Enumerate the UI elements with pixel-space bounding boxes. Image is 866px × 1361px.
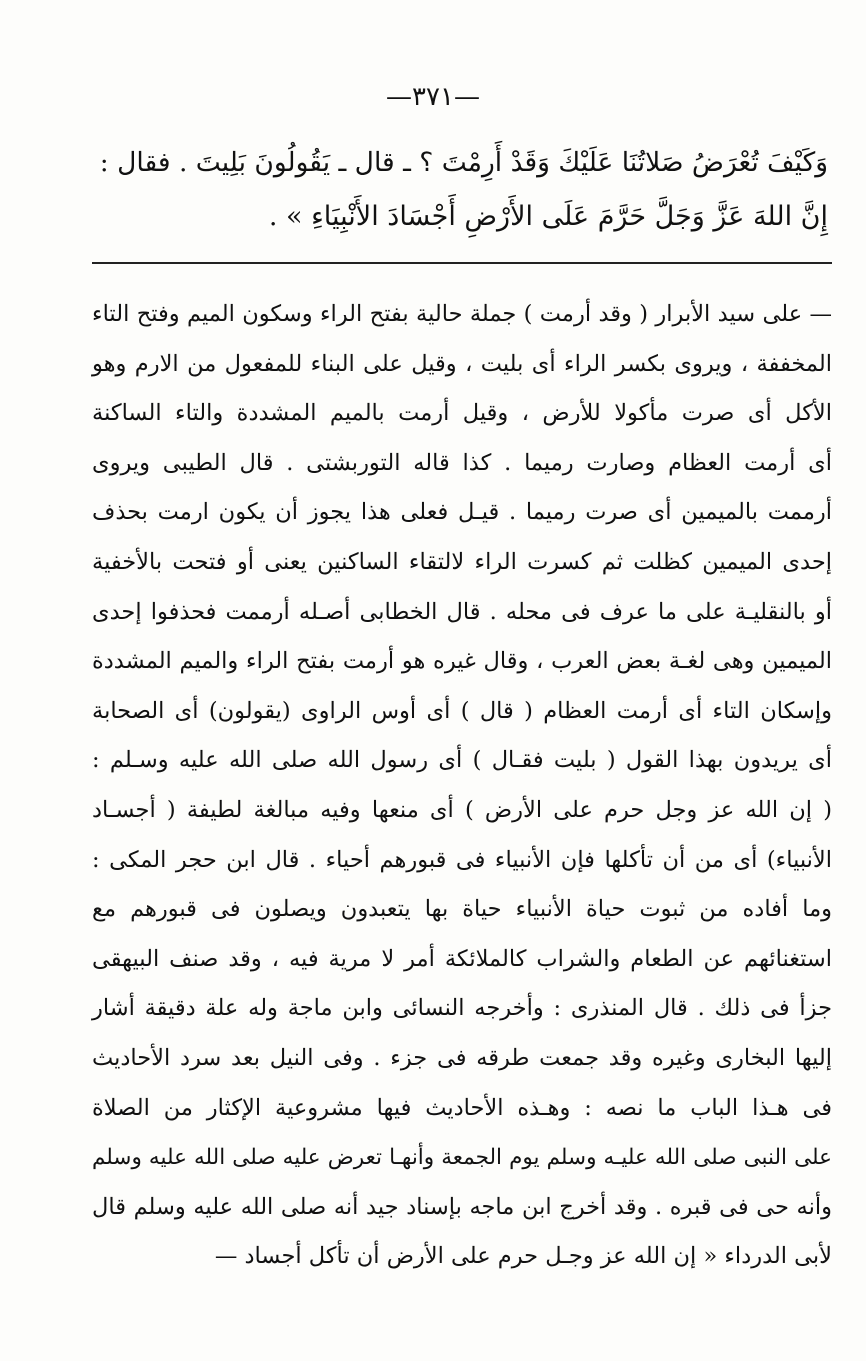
commentary-line: أرممت بالميمين أى صرت رميما . قيـل فعلى هذا يجوز أن يكون ارمت بحذف xyxy=(92,499,832,526)
hadith-line: إِنَّ اللهَ عَزَّ وَجَلَّ حَرَّمَ عَلَى الأَرْضِ أَجْسَادَ الأَنْبِيَاءِ » . xyxy=(268,201,828,232)
commentary-line: استغنائهم عن الطعام والشراب كالملائكة أمر لا مرية فيه ، وقد صنف البيهقى xyxy=(92,945,832,972)
page-number: —٣٧١— xyxy=(386,82,480,112)
commentary-line: ( إن الله عز وجل حرم على الأرض ) أى منعها وفيه مبالغة لطيفة ( أجسـاد xyxy=(92,796,832,823)
commentary-line: لأبى الدرداء « إن الله عز وجـل حرم على الأرض أن تأكل أجساد — xyxy=(214,1243,832,1270)
commentary-line: الأنبياء) أى من أن تأكلها فإن الأنبياء فى قبورهم أحياء . قال ابن حجر المكى : xyxy=(92,846,832,873)
commentary-line: أى أرمت العظام وصارت رميما . كذا قاله التوربشتى . قال الطيبى ويروى xyxy=(92,449,832,476)
commentary-line: أو بالنقليـة على ما عرف فى محله . قال الخطابى أصـله أرممت فحذفوا إحدى xyxy=(92,598,832,625)
commentary-line: وما أفاده من ثبوت حياة الأنبياء حياة بها يتعبدون ويصلون فى قبورهم مع xyxy=(92,896,832,923)
commentary-line: إليها البخارى وغيره وقد جمعت طرقه فى جزء . وفى النيل بعد سرد الأحاديث xyxy=(92,1044,832,1071)
commentary-line: الميمين وهى لغـة بعض العرب ، وقال غيره هو أرمت بفتح الراء والميم المشددة xyxy=(92,648,832,675)
commentary-line: جزأ فى ذلك . قال المنذرى : وأخرجه النسائى وابن ماجة وله علة دقيقة أشار xyxy=(92,995,832,1022)
commentary-line: على النبى صلى الله عليـه وسلم يوم الجمعة وأنهـا تعرض عليه صلى الله عليه وسلم xyxy=(92,1145,832,1171)
hadith-line: وَكَيْفَ تُعْرَضُ صَلاتُنَا عَلَيْكَ وَقَدْ أَرِمْتَ ؟ ـ قال ـ يَقُولُونَ بَلِيتَ . فقال : xyxy=(99,147,828,178)
commentary-line: الأكل أى صرت مأكولا للأرض ، وقيل أرمت بالميم المشددة والتاء الساكنة xyxy=(92,400,832,427)
commentary-line: المخففة ، ويروى بكسر الراء أى بليت ، وقيل على البناء للمفعول من الارم وهو xyxy=(92,350,832,377)
commentary-line: وإسكان التاء أى أرمت العظام ( قال ) أى أوس الراوى (يقولون) أى الصحابة xyxy=(92,697,832,724)
commentary-line: أى يريدون بهذا القول ( بليت فقـال ) أى رسول الله صلى الله عليه وسـلم : xyxy=(92,747,832,774)
commentary-line: — على سيد الأبرار ( وقد أرمت ) جملة حالية بفتح الراء وسكون الميم وفتح التاء xyxy=(92,301,832,327)
hadith-text xyxy=(88,136,828,244)
commentary-text xyxy=(92,290,832,1282)
section-divider xyxy=(92,262,832,264)
commentary-line: وأنه حى فى قبره . وقد أخرج ابن ماجه بإسناد جيد أنه صلى الله عليه وسلم قال xyxy=(92,1193,832,1220)
commentary-line: إحدى الميمين كظلت ثم كسرت الراء لالتقاء الساكنين يعنى أو فتحت بالأخفية xyxy=(92,548,832,575)
commentary-line: فى هـذا الباب ما نصه : وهـذه الأحاديث فيها مشروعية الإكثار من الصلاة xyxy=(92,1094,832,1121)
